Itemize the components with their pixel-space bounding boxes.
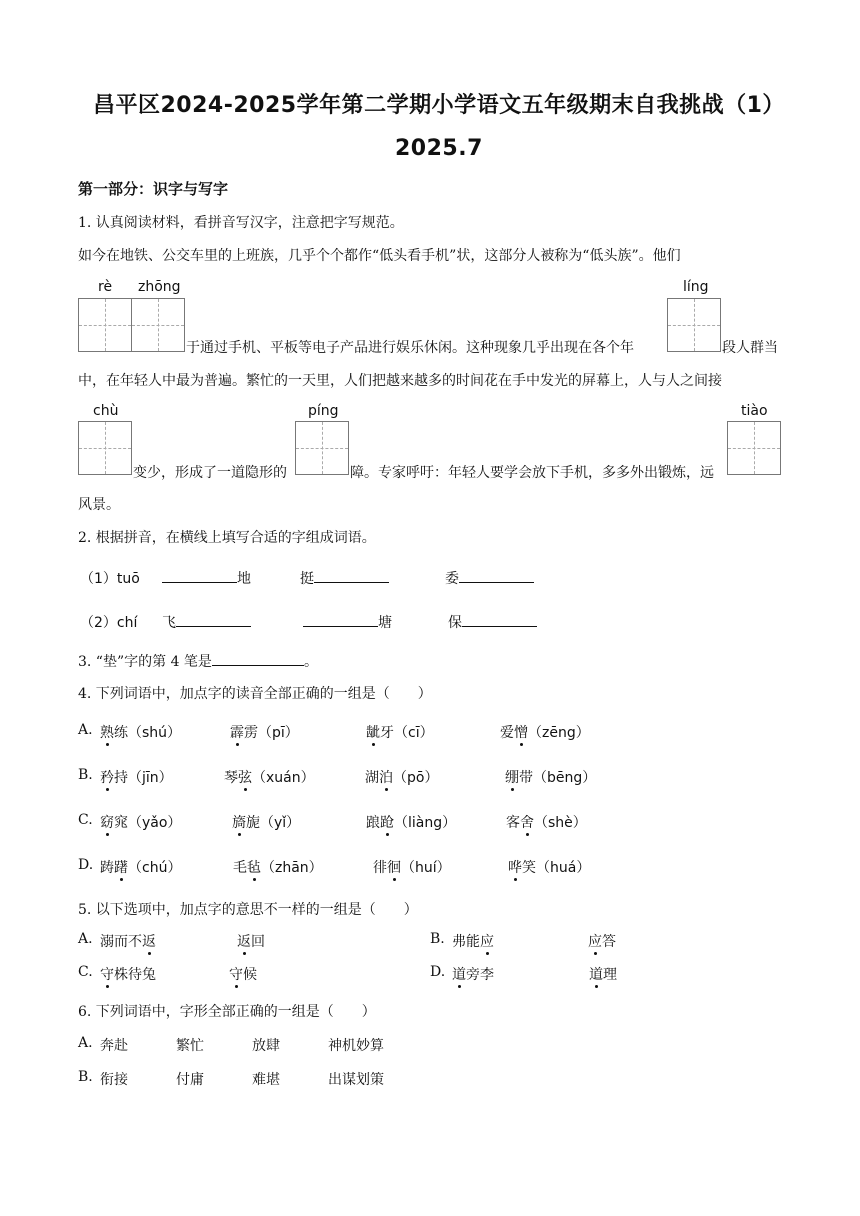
q1-text-line2b: 段人群当 — [722, 340, 778, 356]
section-heading: 第一部分：识字与写字 — [78, 180, 229, 198]
q5-option-c: C. 守株待兔 守候 — [78, 964, 257, 983]
pinyin-chu: chù — [93, 403, 119, 419]
pinyin-re: rè — [98, 279, 113, 295]
q5-option-a: A. 溺而不返 返回 — [78, 931, 265, 950]
q6-stem: 6. 下列词语中，字形全部正确的一组是（ ） — [78, 1004, 376, 1020]
answer-blank[interactable] — [462, 612, 537, 627]
q1-text-line1: 如今在地铁、公交车里的上班族，几乎个个都作“低头看手机”状，这部分人被称为“低头族”。他们 — [78, 248, 681, 264]
q6-option-a: A. 奔赴 繁忙 放肆 神机妙算 — [78, 1035, 384, 1054]
answer-blank[interactable] — [212, 651, 304, 666]
answer-blank[interactable] — [162, 568, 237, 583]
answer-blank[interactable] — [459, 568, 534, 583]
writing-grid-re[interactable] — [78, 298, 132, 352]
q6-option-b: B. 衔接 付庸 难堪 出谋划策 — [78, 1069, 384, 1088]
q3-question: 3. “垫”字的第 4 笔是 。 — [78, 651, 318, 671]
q4-option-b: B. 矜持（jīn） 琴弦（xuán） 湖泊（pō） 绷带（bēng） — [78, 767, 597, 786]
answer-blank[interactable] — [314, 568, 389, 583]
q5-stem: 5. 以下选项中，加点字的意思不一样的一组是（ ） — [78, 902, 418, 918]
writing-grid-zhong[interactable] — [131, 298, 185, 352]
q4-option-a: A. 熟练（shú） 霹雳（pī） 龇牙（cī） 爱憎（zēng） — [78, 722, 590, 741]
pinyin-ling: líng — [683, 279, 709, 295]
q1-text-line5: 风景。 — [78, 497, 120, 513]
writing-grid-ling[interactable] — [667, 298, 721, 352]
writing-grid-chu[interactable] — [78, 421, 132, 475]
q1-text-line3: 中，在年轻人中最为普遍。繁忙的一天里，人们把越来越多的时间花在手中发光的屏幕上，人与人之间接 — [78, 373, 722, 389]
q4-option-d: D. 踌躇（chú） 毛毡（zhān） 徘徊（huí） 哗笑（huá） — [78, 857, 591, 876]
answer-blank[interactable] — [176, 612, 251, 627]
answer-blank[interactable] — [303, 612, 378, 627]
pinyin-zhong: zhōng — [138, 279, 181, 295]
q5-option-b: B. 弗能应 应答 — [430, 931, 616, 950]
q2-row1-item3: 委 — [445, 568, 534, 588]
q2-stem: 2. 根据拼音，在横线上填写合适的字组成词语。 — [78, 530, 376, 546]
q2-row1-item2: 挺 — [300, 568, 389, 588]
q2-row2-item3: 保 — [448, 612, 537, 632]
q1-text-line4b: 障。专家呼吁：年轻人要学会放下手机，多多外出锻炼，远 — [350, 465, 714, 481]
exam-date: 2025.7 — [395, 136, 483, 161]
q1-stem: 1. 认真阅读材料，看拼音写汉字，注意把字写规范。 — [78, 215, 404, 231]
writing-grid-tiao[interactable] — [727, 421, 781, 475]
writing-grid-ping[interactable] — [295, 421, 349, 475]
pinyin-ping: píng — [308, 403, 339, 419]
pinyin-tiao: tiào — [741, 403, 768, 419]
q5-option-d: D. 道旁李 道理 — [430, 964, 617, 983]
q2-row2-item1: 飞 — [162, 612, 251, 632]
q1-text-line2a: 于通过手机、平板等电子产品进行娱乐休闲。这种现象几乎出现在各个年 — [186, 340, 634, 356]
q4-option-c: C. 窈窕（yǎo） 旖旎（yǐ） 踉跄（liàng） 客舍（shè） — [78, 812, 587, 831]
q2-row1-item1: 地 — [162, 568, 251, 588]
q2-row2-label: （2）chí — [80, 615, 138, 631]
q4-stem: 4. 下列词语中，加点字的读音全部正确的一组是（ ） — [78, 686, 432, 702]
q2-row1-label: （1）tuō — [80, 571, 140, 587]
q2-row2-item2: 塘 — [303, 612, 392, 632]
q1-text-line4a: 变少，形成了一道隐形的 — [133, 465, 287, 481]
page-title: 昌平区2024-2025学年第二学期小学语文五年级期末自我挑战（1） — [93, 93, 785, 118]
